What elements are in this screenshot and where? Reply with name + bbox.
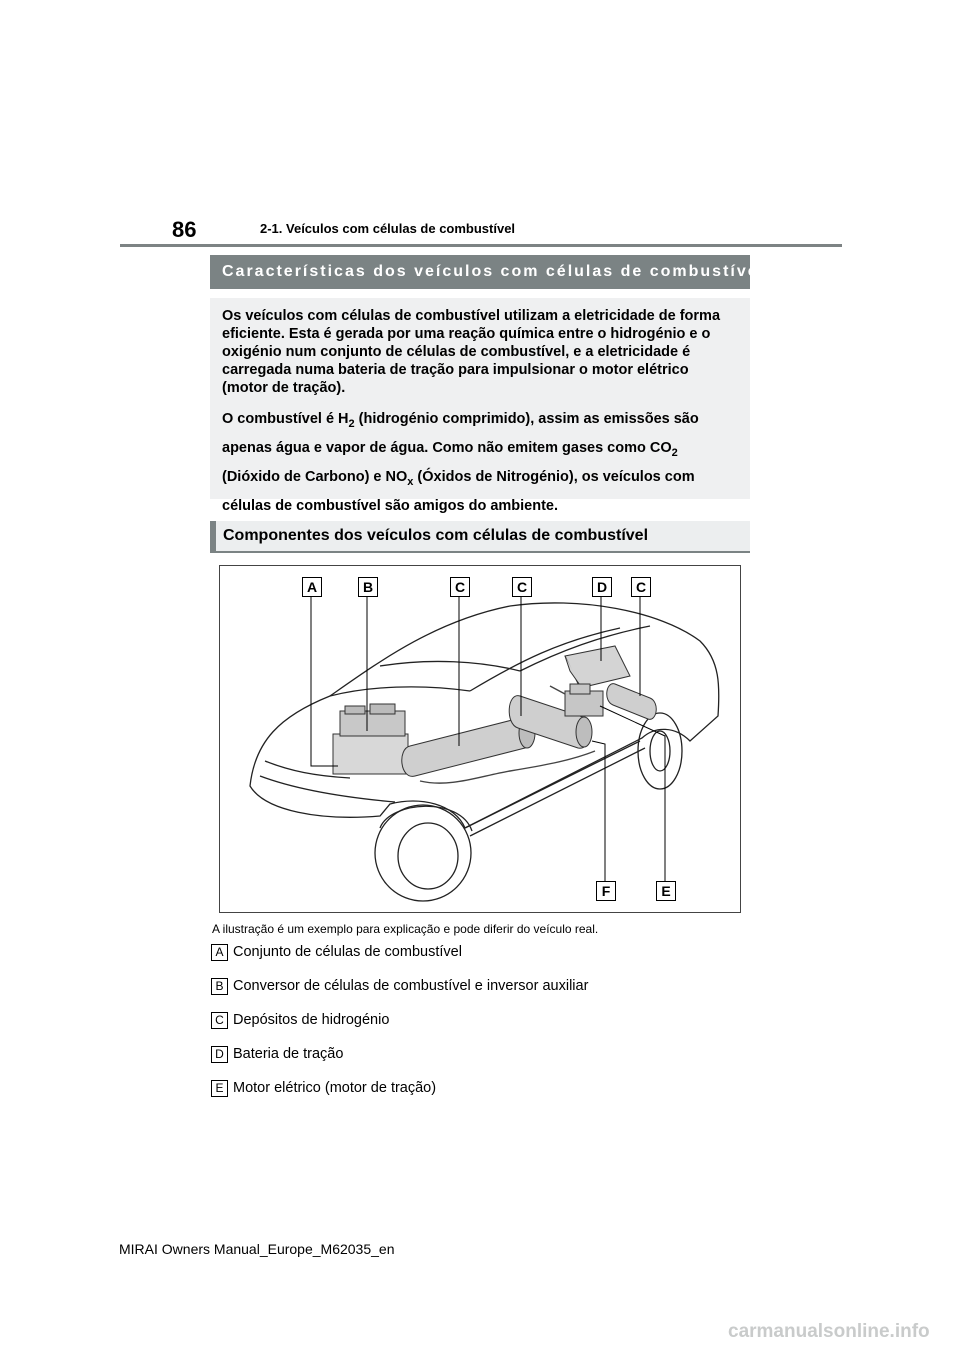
legend-letter: E: [211, 1080, 228, 1097]
legend-text: Depósitos de hidrogénio: [233, 1012, 390, 1028]
legend-item-d: [211, 1044, 343, 1064]
callout-c: C: [631, 577, 651, 597]
features-heading: Características dos veículos com células de combustível: [210, 255, 750, 289]
intro-box: [210, 298, 750, 514]
callout-d: D: [592, 577, 612, 597]
intro-paragraph-2: [222, 407, 738, 518]
subscript: 2: [348, 417, 355, 430]
legend-letter: B: [211, 978, 228, 995]
legend-item-b: [211, 976, 588, 996]
footer-manual-id: MIRAI Owners Manual_Europe_M62035_en: [119, 1241, 395, 1257]
legend-letter: D: [211, 1046, 228, 1063]
legend-text: Bateria de tração: [233, 1046, 344, 1062]
car-line-drawing: [220, 566, 740, 912]
legend-text: Conjunto de células de combustível: [233, 944, 462, 960]
intro-paragraph-1: Os veículos com células de combustível utilizam a eletricidade de forma eficiente. Esta é gerada por uma reação química entre o hidrogénio e o oxigénio num conjunto de células de combustível, e a eletricidade é carregada numa bateria de tração para impulsionar o motor elétrico (motor de tração).: [222, 308, 721, 396]
callout-c: C: [512, 577, 532, 597]
legend-letter: C: [211, 1012, 228, 1029]
section-title: 2-1. Veículos com células de combustível: [260, 221, 516, 236]
components-heading: Componentes dos veículos com células de combustível: [210, 521, 750, 553]
legend-item-e: [211, 1078, 436, 1098]
callout-f: F: [596, 881, 616, 901]
watermark: carmanualsonline.info: [728, 1321, 930, 1342]
subscript: 2: [671, 446, 678, 459]
vehicle-components-illustration: [219, 565, 741, 913]
intro-text-part: O combustível é H: [222, 411, 349, 427]
intro-text-part: (hidrogénio comprimido), assim as emissões são apenas água e vapor de água. Como não emitem gases como CO: [222, 411, 699, 456]
legend-text: Conversor de células de combustível e inversor auxiliar: [233, 978, 589, 994]
callout-b: B: [358, 577, 378, 597]
page-number: 86: [172, 217, 197, 242]
legend-text: Motor elétrico (motor de tração): [233, 1080, 437, 1096]
intro-text-part: (Óxidos de Nitrogénio), os veículos com células de combustível são amigos do ambiente.: [222, 468, 695, 514]
subscript: x: [407, 475, 414, 488]
legend-item-a: [211, 942, 462, 962]
callout-a: A: [302, 577, 322, 597]
callout-c: C: [450, 577, 470, 597]
header-divider: [120, 244, 842, 247]
legend-letter: A: [211, 944, 228, 961]
intro-text-part: (Dióxido de Carbono) e NO: [222, 468, 408, 485]
callout-e: E: [656, 881, 676, 901]
figure-caption: A ilustração é um exemplo para explicação e pode diferir do veículo real.: [212, 922, 599, 936]
legend-item-c: [211, 1010, 389, 1030]
